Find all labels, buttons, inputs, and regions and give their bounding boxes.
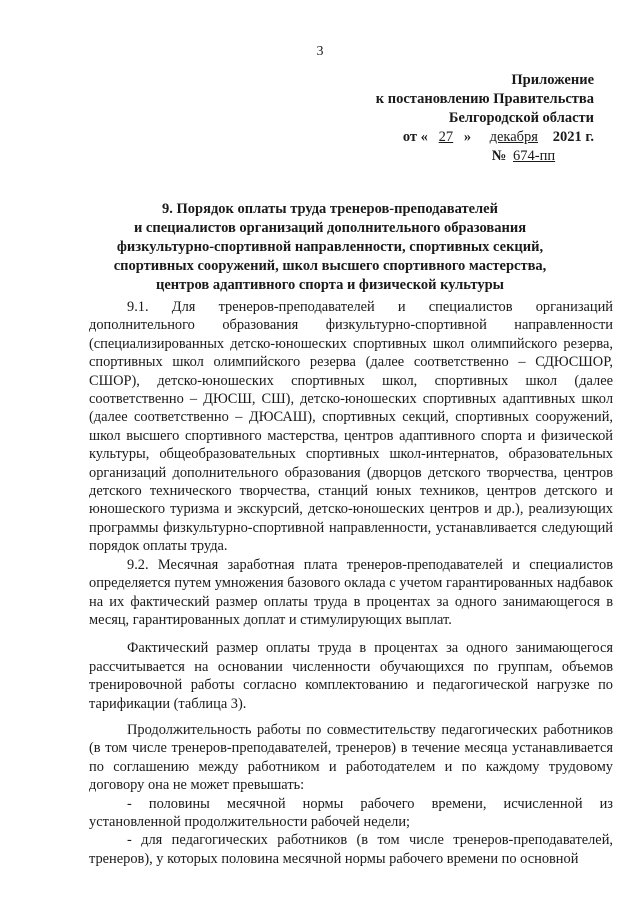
section-title [60,200,600,295]
decree-number: 674-пп [513,148,556,164]
section-title-line: центров адаптивного спорта и физической культуры [156,277,504,293]
list-item-pedagogical: - для педагогических работников (в том числе тренеров-преподавателей, тренеров), у которых половина месячной нормы рабочего времени по основной [89,832,613,867]
appendix-title: Приложение [511,72,594,88]
paragraph-actual-pay: Фактический размер оплаты труда в процентах за одного занимающегося рассчитывается на основании численности обучающихся по группам, объемов тренировочной работы согласно комплектованию и педагогической нагрузке по тарификации (таблица 3). [89,640,613,712]
paragraph-part-time: Продолжительность работы по совместительству педагогических работников (в том числе тренеров-преподавателей, тренеров) в течение месяца устанавливается по соглашению между работником и работодателем и по каждому трудовому договору она не может превышать: [89,721,613,794]
date-prefix: от « [402,129,428,145]
appendix-date-line [376,128,594,147]
section-title-line: физкультурно-спортивной направленности, спортивных секций, [116,239,544,255]
appendix-number-line [376,147,594,166]
appendix-region-line: Белгородской области [448,110,594,126]
section-title-line: спортивных сооружений, школ высшего спортивного мастерства, [113,258,547,274]
appendix-decree-line: к постановлению Правительства [375,91,594,107]
section-title-line: и специалистов организаций дополнительного образования [133,220,527,236]
date-month: декабря [489,129,538,145]
body-text [89,298,613,868]
date-quote-close: » [463,129,472,145]
number-prefix: № [491,148,507,164]
page-number: 3 [316,44,324,59]
appendix-header [376,71,594,166]
paragraph-9-2: 9.2. Месячная заработная плата тренеров-преподавателей и специалистов определяется путем умножения базового оклада с учетом гарантированных надбавок на их фактический размер оплаты труда в процентах за одного занимающегося в месяц, гарантированных доплат и стимулирующих выплат. [89,556,613,628]
list-item-half-norm: - половины месячной нормы рабочего времени, исчисленной из установленной продолжительности рабочей недели; [89,795,613,830]
date-year: 2021 г. [552,129,594,145]
date-day: 27 [438,129,454,145]
section-title-line: 9. Порядок оплаты труда тренеров-преподавателей [162,201,498,217]
paragraph-9-1: 9.1. Для тренеров-преподавателей и специалистов организаций дополнительного образования физкультурно-спортивной направленности (специализированных детско-юношеских спортивных школ олимпийского резерва, спортивных школ олимпийского резерва (далее соответственно – СДЮСШОР, СШОР), детско-юношеских спортивных школ, спортивных школ (далее соответственно – ДЮСШ, СШ), детско-юношеских спортивных адаптивных школ (далее соответственно – ДЮСАШ), спортивных секций, спортивных сооружений, школ высшего спортивного мастерства, центров адаптивного спорта и физической культуры, общеобразовательных спортивных школ-интернатов, образовательных организаций дополнительного образования (дворцов детского творчества, центров детского технического творчества, станций юных техников, центров детского и юношеского туризма и экскурсий, детско-юношеских центров и др.), реализующих программы физкультурно-спортивной направленности, устанавливается следующий порядок оплаты труда. [89,299,613,555]
